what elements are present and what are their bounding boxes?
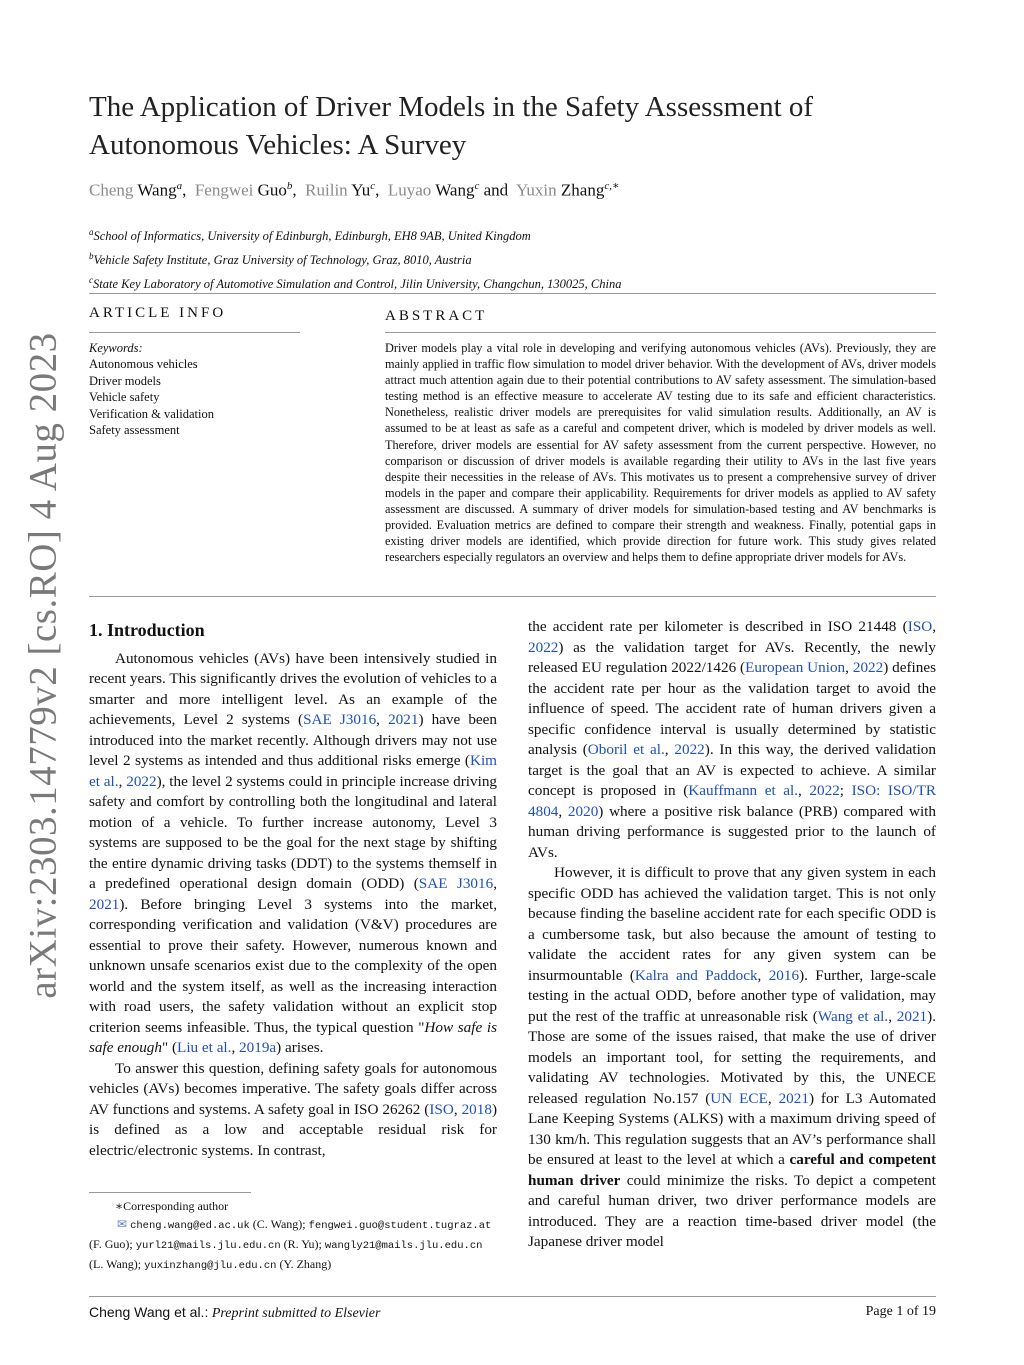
bold-phrase: careful and competent human driver xyxy=(528,1151,936,1189)
arxiv-sidebar-stamp xyxy=(8,331,78,999)
footnote-block xyxy=(89,1197,497,1275)
citation-link[interactable]: SAE J3016 xyxy=(303,711,377,728)
citation-link[interactable]: Oboril et al. xyxy=(587,741,665,758)
keyword: Safety assessment xyxy=(89,423,180,438)
author-sup: c xyxy=(474,180,480,192)
text-run: ), the level 2 systems could in principle increase driving safety and comfort by controlling both the longitudinal and lateral motion of a vehicle. To further increase autonomy, Level 3 systems are supposed to be the goal for the next stage by shifting the entire dynamic driving tasks (DDT) to the systems themself in a predefined operational design domain (ODD) ( xyxy=(89,772,498,892)
citation-link[interactable]: SAE J3016 xyxy=(418,875,494,892)
corresponding-author-note: ∗Corresponding author xyxy=(115,1199,229,1213)
footer-divider xyxy=(89,1296,936,1297)
email-address[interactable]: yuxinzhang@jlu.edu.cn xyxy=(144,1260,277,1272)
author-first-name: Cheng xyxy=(89,180,134,200)
email-owner: (L. Wang); xyxy=(89,1257,142,1271)
citation-link[interactable]: 2021 xyxy=(89,895,120,913)
citation-link[interactable]: Wang et al. xyxy=(817,1007,889,1025)
citation-link[interactable]: Kauffmann et al. xyxy=(688,782,799,799)
citation-link[interactable]: 2021 xyxy=(896,1007,928,1025)
text-run: , xyxy=(376,711,389,728)
affiliation-sup: c xyxy=(89,275,93,286)
affiliation xyxy=(89,270,621,294)
email-address[interactable]: cheng.wang@ed.ac.uk xyxy=(130,1220,250,1232)
citation-link[interactable]: 2020 xyxy=(567,802,599,820)
text-run: ). Those are some of the issues raised, that make the use of driver models an important tool, for setting the requirements, and validating AV technologies. Motivated by this, the UNECE released regulation No.157 ( xyxy=(528,1007,936,1107)
author-last-name: Wang xyxy=(137,180,177,200)
email-icon: ✉ xyxy=(117,1217,128,1231)
text-run: could minimize the risks. To depict a competent and careful human driver, two driver performance models are introduced. They are a reaction time-based driver model (the Japanese driver model xyxy=(528,1171,936,1250)
email-address[interactable]: fengwei.guo@student.tugraz.at xyxy=(308,1220,492,1232)
text-run: However, it is difficult to prove that any given system in each specific ODD has achieved the validation target. This is not only because finding the baseline accident rate for each specific ODD is a cumbersome task, but also because the amount of testing to validate the accident rates for any given system can be insurmountable ( xyxy=(528,864,936,984)
body-divider xyxy=(89,596,936,597)
citation-link[interactable]: 2018 xyxy=(461,1100,492,1118)
text-run: , xyxy=(888,1007,897,1025)
keyword: Driver models xyxy=(89,373,161,388)
abstract-heading: ABSTRACT xyxy=(385,308,488,324)
author-sup: b xyxy=(286,180,293,192)
text-run: , xyxy=(231,1039,240,1056)
text-run: , xyxy=(798,782,810,799)
citation-link[interactable]: 2016 xyxy=(768,966,800,984)
citation-link[interactable]: 2021 xyxy=(778,1089,809,1107)
text-run: , xyxy=(118,772,127,790)
keywords-label: Keywords: xyxy=(89,341,143,355)
citation-link[interactable]: 2019a xyxy=(239,1039,277,1056)
footer-left xyxy=(89,1304,380,1322)
footnote-rule xyxy=(89,1192,251,1193)
article-info-heading: ARTICLE INFO xyxy=(89,305,227,321)
text-run: , xyxy=(493,875,497,892)
text-run: ). In this way, the derived validation target is the goal that an AV is expected to achieve. A similar concept is proposed in ( xyxy=(528,741,936,799)
author-first-name: Luyao xyxy=(387,180,432,200)
citation-link[interactable]: UN ECE xyxy=(710,1089,768,1107)
citation-link[interactable]: ISO xyxy=(429,1100,454,1118)
intro-paragraph-4 xyxy=(528,863,936,1253)
citation-link[interactable]: European Union xyxy=(745,659,846,676)
author-first-name: Ruilin xyxy=(305,180,348,200)
arxiv-id: arXiv:2303.14779v2 [cs.RO] 4 Aug 2023 xyxy=(21,331,65,999)
author-list: Cheng Wang$^a$, Fengwei Guo$^b$, Ruilin Yu$^c$, Luyao Wang$^c$ and Yuxin Zhang$^{c,∗}$ xyxy=(89,180,620,200)
text-run: ) arises. xyxy=(276,1039,324,1056)
intro-paragraph-1 xyxy=(89,649,497,1059)
keyword: Autonomous vehicles xyxy=(89,357,198,372)
emphasis-text: How safe is safe enough xyxy=(89,1018,497,1056)
affiliation-sup: b xyxy=(89,251,94,262)
affiliation xyxy=(89,246,621,270)
author-first-name: Yuxin xyxy=(516,180,557,200)
keyword: Verification & validation xyxy=(89,406,214,421)
citation-link[interactable]: Kalra and Paddock xyxy=(634,966,758,984)
header-divider xyxy=(89,293,936,294)
citation-link[interactable]: 2022 xyxy=(852,659,884,676)
affiliation-list xyxy=(89,222,621,294)
citation-link[interactable]: ISO: ISO/TR 4804 xyxy=(528,782,936,820)
email-owner: (C. Wang); xyxy=(252,1217,306,1231)
text-run: ). Before bringing Level 3 systems into the market, corresponding verification and validation (V&V) procedures are essential to prove their safety. However, numerous known and unknown unsafe scenarios exist due to the complexity of the open world and the system itself, as well as the increasing interaction with road users, the safety validation without an explicit stop criterion seems infeasible. Thus, the typical question " xyxy=(89,895,497,1036)
intro-paragraph-2 xyxy=(89,1059,497,1162)
text-run: To answer this question, defining safety goals for autonomous vehicles (AVs) becomes imperative. The safety goals differ across AV functions and systems. A safety goal in ISO 26262 ( xyxy=(89,1059,497,1118)
author-sup: c xyxy=(370,180,376,192)
author-last-name: Yu xyxy=(351,180,371,200)
citation-link[interactable]: ISO xyxy=(907,618,933,635)
email-address[interactable]: wangly21@mails.jlu.edu.cn xyxy=(324,1240,483,1252)
affiliation-text: Vehicle Safety Institute, Graz University of Technology, Graz, 8010, Austria xyxy=(93,253,472,268)
citation-link[interactable]: Liu et al. xyxy=(177,1039,232,1056)
text-run: ) as the validation target for AVs. Recently, the newly released EU regulation 2022/1426 ( xyxy=(528,638,936,676)
citation-link[interactable]: 2022 xyxy=(809,782,840,799)
text-run: Autonomous vehicles (AVs) have been intensively studied in recent years. This significantly drives the evolution of vehicles to a smarter and more intelligent level. As an example of the achievements, Level 2 systems ( xyxy=(89,649,497,728)
citation-link[interactable]: 2021 xyxy=(388,711,419,728)
author-sup: c,∗ xyxy=(604,180,620,192)
affiliation xyxy=(89,222,621,246)
text-run: , xyxy=(845,659,853,676)
footer-preprint: Preprint submitted to Elsevier xyxy=(211,1306,381,1321)
authors-and: and xyxy=(483,180,509,200)
author-last-name: Wang xyxy=(435,180,475,200)
text-run: the accident rate per kilometer is described in ISO 21448 ( xyxy=(528,618,908,635)
section-heading-introduction: 1. Introduction xyxy=(89,620,205,640)
text-run: ). Further, large-scale testing in the actual ODD, before another type of validation, may put the rest of the traffic at unreasonable risk ( xyxy=(528,966,936,1025)
affiliation-text: School of Informatics, University of Edinburgh, Edinburgh, EH8 9AB, United Kingdom xyxy=(93,229,531,244)
text-run: , xyxy=(932,618,936,635)
text-run: ) where a positive risk balance (PRB) compared with human driving performance is suggested prior to the launch of AVs. xyxy=(528,802,936,861)
abstract-text: Driver models play a vital role in developing and verifying autonomous vehicles (AVs). Previously, they are mainly applied in traffic flow simulation to model driver behavior. With the development of AVs, driver models attract much attention again due to their potential contributions to AV safety assessment. The simulation-based testing method is an effective measure to accelerate AV testing due to its safe and efficient characteristics. Nonetheless, realistic driver models are prerequisites for valid simulation results. Additionally, an AV is assumed to be at least as safe as a careful and competent driver, which is modeled by driver models as well. Therefore, driver models are essential for AV safety assessment from the current perspective. However, no comparison or discussion of driver models is available regarding their utility to AVs in the last five years despite their necessities in the release of AVs. This motivates us to present a comprehensive survey of driver models in the paper and compare their applicability. Requirements for driver models as applied to AV safety assessment are discussed. A summary of driver models for simulation-based testing and AV benchmarks is provided. Evaluation metrics are defined to compare their strength and weakness. Finally, potential gaps in existing driver models are identified, which provide direction for future work. This study gives related researchers especially regulators an overview and helps them to define appropriate driver models for AVs. xyxy=(385,341,936,565)
left-column xyxy=(89,620,497,1161)
keywords-block xyxy=(89,340,214,438)
email-list xyxy=(89,1215,497,1275)
citation-link[interactable]: 2022 xyxy=(126,772,157,790)
right-column xyxy=(528,617,936,1253)
text-run: , xyxy=(757,966,769,984)
affiliation-sup: a xyxy=(89,227,94,237)
email-owner: (R. Yu); xyxy=(283,1237,322,1251)
citation-link[interactable]: 2022 xyxy=(674,741,705,758)
author-first-name: Fengwei xyxy=(194,180,254,200)
affiliation-text: State Key Laboratory of Automotive Simulation and Control, Jilin University, Changchun, 130025, China xyxy=(93,277,622,292)
email-owner: (F. Guo); xyxy=(89,1237,133,1251)
email-owner: (Y. Zhang) xyxy=(279,1257,332,1271)
text-run: ) for L3 Automated Lane Keeping Systems (ALKS) with a maximum driving speed of 130 km/h. This regulation suggests that an AV’s performance shall be ensured at least to the level at which a xyxy=(528,1089,937,1168)
text-run: " ( xyxy=(161,1039,178,1056)
text-run: ) defines the accident rate per hour as the validation target to avoid the influence of speed. The accident rate of human drivers given a specific confidence interval is usually determined by statistic analysis ( xyxy=(528,659,937,758)
intro-paragraph-3 xyxy=(528,617,936,863)
keyword: Vehicle safety xyxy=(89,390,160,405)
footer-page-number: Page 1 of 19 xyxy=(865,1304,936,1319)
text-run: , xyxy=(558,802,568,820)
author-last-name: Guo xyxy=(257,180,287,200)
email-address[interactable]: yurl21@mails.jlu.edu.cn xyxy=(135,1240,281,1252)
text-run: ) is defined as a low and acceptable residual risk for electric/electronic systems. In contrast, xyxy=(89,1100,498,1159)
footer-author: Cheng Wang et al.: xyxy=(89,1304,209,1320)
paper-title: The Application of Driver Models in the Safety Assessment of Autonomous Vehicles: A Survey xyxy=(89,91,814,161)
citation-link[interactable]: 2022 xyxy=(528,638,559,656)
citation-link[interactable]: Kim et al. xyxy=(89,752,497,790)
text-run: , xyxy=(664,741,675,758)
text-run: , xyxy=(767,1089,779,1107)
article-info-rule xyxy=(89,332,300,333)
author-sup: a xyxy=(176,180,183,192)
text-run: ; xyxy=(839,782,852,799)
author-last-name: Zhang xyxy=(560,180,605,200)
text-run: , xyxy=(453,1100,462,1118)
text-run: ) have been introduced into the market recently. Although drivers may not use level 2 systems as intended and thus additional risks emerge ( xyxy=(89,711,497,769)
abstract-rule xyxy=(385,332,936,333)
